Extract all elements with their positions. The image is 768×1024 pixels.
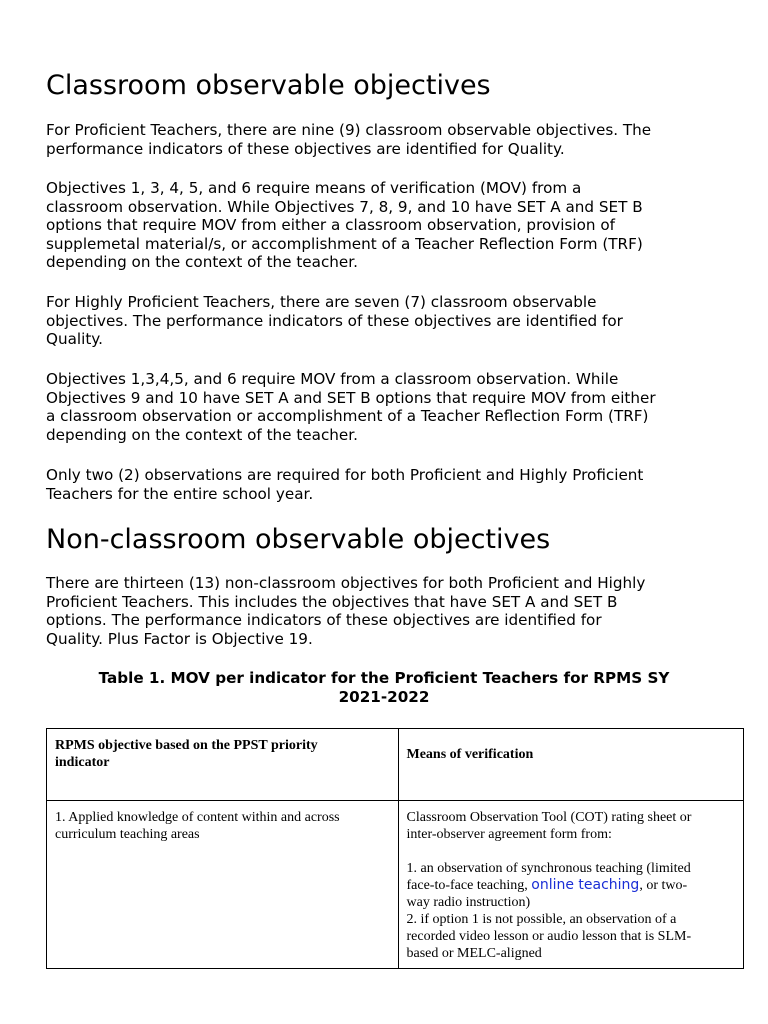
text-line: Quality. Plus Factor is Objective 19.	[46, 629, 313, 648]
text-line: objectives. The performance indicators of these objectives are identified for	[46, 311, 623, 330]
text-line: performance indicators of these objectives are identified for Quality.	[46, 139, 565, 158]
objective-text: 1. Applied knowledge of content within and across	[55, 810, 340, 825]
text-line: For Highly Proficient Teachers, there are seven (7) classroom observable	[46, 293, 597, 311]
paragraph-observations-required	[46, 466, 726, 503]
heading-non-classroom-observable: Non-classroom observable objectives	[46, 524, 551, 555]
paragraph-highly-proficient-mov	[46, 370, 726, 444]
paragraph-non-classroom-objectives	[46, 574, 726, 648]
paragraph-proficient-objectives	[46, 121, 726, 158]
mov-text: , or two-	[639, 878, 688, 893]
mov-text: based or MELC-aligned	[406, 946, 542, 961]
cell-objective	[47, 801, 399, 969]
caption-line: 2021-2022	[338, 687, 430, 706]
text-line: a classroom observation or accomplishment of a Teacher Reflection Form (TRF)	[46, 407, 649, 425]
header-text: indicator	[55, 755, 110, 770]
mov-text: Classroom Observation Tool (COT) rating sheet or	[406, 810, 692, 825]
text-line: Only two (2) observations are required for both Proficient and Highly Proficient	[46, 466, 644, 484]
table-row	[47, 801, 744, 969]
caption-line: Table 1. MOV per indicator for the Proficient Teachers for RPMS SY	[98, 669, 670, 687]
mov-text: face-to-face teaching,	[406, 878, 532, 893]
text-line: There are thirteen (13) non-classroom objectives for both Proficient and Highly	[46, 574, 646, 592]
mov-text-with-link	[407, 877, 737, 894]
mov-table	[46, 728, 744, 969]
table-header-row	[47, 729, 744, 801]
table-caption	[46, 669, 722, 706]
text-line: depending on the context of the teacher.	[46, 253, 358, 271]
header-text: RPMS objective based on the PPST priority	[55, 738, 318, 753]
text-line: Objectives 1,3,4,5, and 6 require MOV from a classroom observation. While	[46, 370, 619, 388]
text-line: Proficient Teachers. This includes the objectives that have SET A and SET B	[46, 592, 618, 611]
mov-text: 1. an observation of synchronous teaching (limited	[406, 861, 691, 876]
text-line: For Proficient Teachers, there are nine (9) classroom observable objectives. The	[46, 121, 652, 139]
text-line: classroom observation. While Objectives 7, 8, 9, and 10 have SET A and SET B	[46, 197, 643, 216]
paragraph-highly-proficient-objectives	[46, 293, 726, 349]
text-line: Teachers for the entire school year.	[46, 484, 314, 503]
objective-text: curriculum teaching areas	[55, 827, 200, 842]
header-means-of-verification	[398, 729, 744, 801]
online-teaching-link[interactable]: online teaching	[531, 877, 640, 893]
spacer	[407, 843, 737, 860]
header-rpms-objective	[47, 729, 399, 801]
mov-text: recorded video lesson or audio lesson that is SLM-	[406, 929, 692, 944]
text-line: Objectives 1, 3, 4, 5, and 6 require means of verification (MOV) from a	[46, 179, 582, 197]
heading-classroom-observable: Classroom observable objectives	[46, 70, 491, 101]
header-text: Means of verification	[406, 747, 534, 762]
mov-text: inter-observer agreement form from:	[406, 827, 612, 842]
text-line: Quality.	[46, 330, 103, 348]
mov-text: way radio instruction)	[406, 895, 531, 910]
text-line: supplemetal material/s, or accomplishment of a Teacher Reflection Form (TRF)	[46, 234, 643, 253]
text-line: Objectives 9 and 10 have SET A and SET B options that require MOV from either	[46, 388, 656, 407]
cell-mov	[398, 801, 744, 969]
text-line: options that require MOV from either a classroom observation, provision of	[46, 216, 615, 234]
mov-text: 2. if option 1 is not possible, an observation of a	[406, 912, 677, 927]
text-line: options. The performance indicators of these objectives are identified for	[46, 611, 602, 629]
text-line: depending on the context of the teacher.	[46, 425, 358, 444]
paragraph-proficient-mov	[46, 179, 726, 272]
